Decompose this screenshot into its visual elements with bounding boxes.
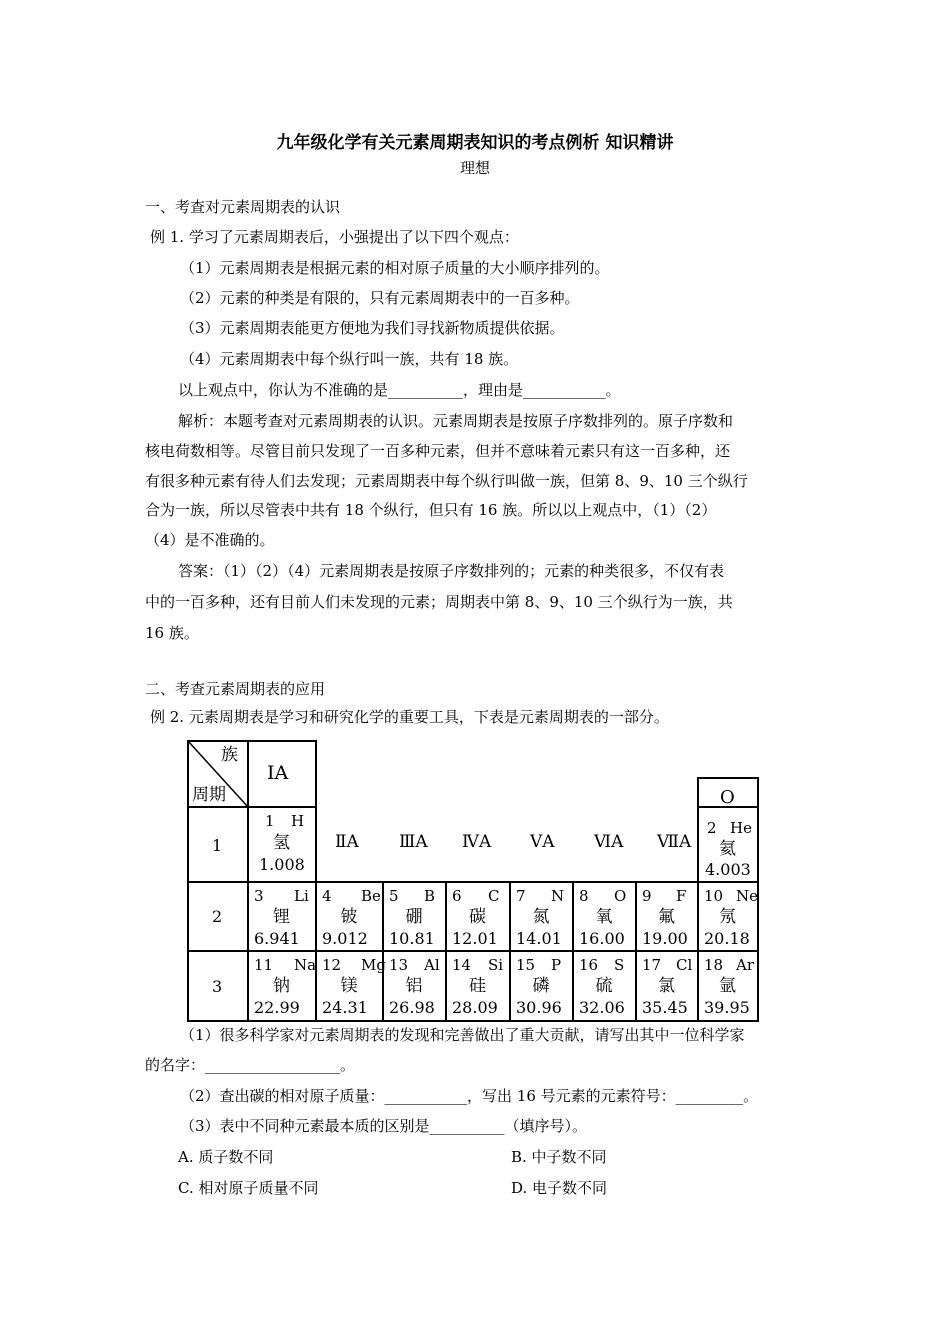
option-C: C. 相对原子质量不同: [178, 1179, 319, 1197]
element-cell-Be: [322, 887, 381, 948]
element-cell-S: [579, 956, 625, 1017]
element-mass: 19.00: [642, 929, 688, 948]
element-mass: 10.81: [389, 929, 435, 948]
element-cell-Na: [254, 956, 316, 1017]
element-name: 镁: [340, 976, 358, 996]
element-cell-H: [259, 812, 305, 874]
analysis-line-2: 核电荷数相等。尽管目前只发现了一百多种元素，但并不意味着元素只有这一百多种，还: [145, 442, 731, 460]
element-name: 硼: [405, 907, 423, 927]
element-number: 16: [579, 956, 599, 974]
element-number: 17: [642, 956, 662, 974]
element-symbol: Li: [294, 887, 309, 905]
element-number: 3: [254, 887, 264, 905]
analysis-line-4: 合为一族，所以尽管表中共有 18 个纵行，但只有 16 族。所以以上观点中，（1）（2）: [145, 501, 717, 519]
period-1-label: 1: [212, 836, 223, 855]
answer-line-2: 中的一百多种，还有目前人们未发现的元素；周期表中第 8、9、10 三个纵行为一族，共: [145, 593, 733, 611]
group-VA-label: ⅤA: [530, 832, 555, 852]
point-2: （2）元素的种类是有限的，只有元素周期表中的一百多种。: [180, 289, 580, 307]
element-name: 锂: [273, 907, 290, 927]
group-VIIA-label: ⅦA: [657, 832, 692, 852]
element-mass: 22.99: [254, 998, 300, 1017]
element-mass: 12.01: [452, 929, 498, 948]
element-symbol: Na: [294, 956, 317, 974]
group-VIA-label: ⅥA: [594, 832, 624, 852]
question2-part1-line2: 的名字：__________________。: [145, 1056, 356, 1074]
element-mass: 20.18: [704, 929, 750, 948]
element-number: 15: [516, 956, 536, 974]
question2-part1-line1: （1）很多科学家对元素周期表的发现和完善做出了重大贡献，请写出其中一位科学家: [180, 1026, 745, 1044]
corner-group-label: 族: [221, 745, 238, 765]
element-cell-Ne: [704, 887, 758, 948]
element-symbol: B: [424, 887, 436, 905]
element-mass: 28.09: [452, 998, 498, 1017]
element-symbol: N: [551, 887, 565, 905]
element-mass: 39.95: [704, 998, 750, 1017]
group-IVA-label: ⅣA: [462, 832, 492, 852]
point-4: （4）元素周期表中每个纵行叫一族，共有 18 族。: [180, 350, 519, 368]
element-cell-B: [389, 887, 435, 948]
element-mass: 9.012: [322, 929, 368, 948]
element-cell-Mg: [322, 956, 386, 1017]
element-cell-Al: [389, 956, 440, 1017]
group-IA-label: ⅠA: [267, 762, 289, 784]
element-cell-N: [516, 887, 564, 948]
element-mass: 35.45: [642, 998, 688, 1017]
element-mass: 4.003: [705, 860, 751, 879]
element-number: 2: [707, 819, 717, 837]
element-mass: 30.96: [516, 998, 562, 1017]
element-number: 11: [254, 956, 274, 974]
analysis-line-1: 解析：本题考查对元素周期表的认识。元素周期表是按原子序数排列的。原子序数和: [178, 412, 734, 430]
element-mass: 32.06: [579, 998, 625, 1017]
element-number: 10: [704, 887, 724, 905]
option-A: A. 质子数不同: [178, 1148, 274, 1166]
element-name: 氖: [719, 907, 736, 927]
corner-period-label: 周期: [192, 785, 226, 805]
element-mass: 24.31: [322, 998, 368, 1017]
element-symbol: S: [614, 956, 625, 974]
element-symbol: He: [730, 819, 752, 837]
element-name: 铍: [340, 907, 358, 927]
element-number: 7: [516, 887, 526, 905]
element-symbol: F: [676, 887, 687, 905]
element-symbol: Be: [361, 887, 381, 905]
element-number: 8: [579, 887, 589, 905]
answer-line-1: 答案：（1）（2）（4）元素周期表是按原子序数排列的；元素的种类很多，不仅有表: [178, 562, 725, 580]
element-mass: 1.008: [259, 855, 305, 874]
doc-title: 九年级化学有关元素周期表知识的考点例析 知识精讲: [276, 133, 674, 153]
element-mass: 14.01: [516, 929, 562, 948]
analysis-line-5: （4）是不准确的。: [145, 531, 275, 549]
element-name: 铝: [405, 976, 423, 996]
element-symbol: Cl: [676, 956, 693, 974]
element-name: 钠: [273, 976, 290, 996]
element-number: 5: [389, 887, 399, 905]
element-number: 1: [265, 812, 275, 830]
element-name: 硅: [469, 976, 486, 996]
element-name: 碳: [469, 907, 486, 927]
element-number: 4: [322, 887, 332, 905]
element-cell-Si: [452, 956, 503, 1017]
element-cell-O: [579, 887, 626, 948]
example1-intro: 例 1. 学习了元素周期表后，小强提出了以下四个观点：: [150, 228, 519, 246]
analysis-line-3: 有很多种元素有待人们去发现；元素周期表中每个纵行叫做一族，但第 8、9、10 三个纵行: [145, 472, 748, 490]
element-symbol: C: [488, 887, 500, 905]
element-name: 氯: [658, 976, 675, 996]
element-name: 氟: [658, 907, 675, 927]
group-IIA-label: ⅡA: [335, 832, 359, 852]
group-IIIA-label: ⅢA: [399, 832, 428, 852]
element-symbol: Mg: [361, 956, 386, 974]
element-number: 12: [322, 956, 342, 974]
element-cell-F: [642, 887, 688, 948]
element-number: 18: [704, 956, 724, 974]
element-cell-He: [705, 819, 752, 879]
section2-heading: 二、考查元素周期表的应用: [145, 680, 326, 698]
element-number: 13: [389, 956, 409, 974]
element-name: 氩: [719, 976, 736, 996]
option-B: B. 中子数不同: [511, 1148, 607, 1166]
question2-part3: （3）表中不同种元素最本质的区别是__________（填序号）。: [180, 1117, 588, 1135]
point-1: （1）元素周期表是根据元素的相对原子质量的大小顺序排列的。: [180, 259, 610, 277]
element-cell-C: [452, 887, 499, 948]
element-symbol: P: [551, 956, 562, 974]
example2-intro: 例 2. 元素周期表是学习和研究化学的重要工具，下表是元素周期表的一部分。: [150, 708, 669, 726]
element-symbol: Al: [424, 956, 440, 974]
period-2-label: 2: [212, 907, 223, 926]
element-cell-Li: [254, 887, 309, 948]
element-number: 14: [452, 956, 472, 974]
period-3-label: 3: [212, 977, 223, 996]
element-symbol: Ar: [736, 956, 755, 974]
doc-author: 理想: [459, 159, 490, 177]
element-name: 磷: [532, 976, 550, 996]
element-name: 硫: [595, 976, 613, 996]
element-mass: 6.941: [254, 929, 300, 948]
element-symbol: O: [614, 887, 627, 905]
element-cell-P: [516, 956, 562, 1017]
group-0-label: O: [720, 787, 735, 808]
element-symbol: Si: [488, 956, 504, 974]
element-name: 氢: [273, 833, 290, 853]
question1: 以上观点中，你认为不准确的是__________，理由是___________。: [178, 381, 621, 399]
element-mass: 16.00: [579, 929, 625, 948]
periodic-table-figure: [187, 740, 759, 1022]
element-mass: 26.98: [389, 998, 435, 1017]
element-number: 6: [452, 887, 462, 905]
element-name: 氧: [595, 907, 613, 927]
element-symbol: Ne: [736, 887, 759, 905]
point-3: （3）元素周期表能更方便地为我们寻找新物质提供依据。: [180, 319, 565, 337]
section1-heading: 一、考查对元素周期表的认识: [145, 198, 341, 216]
answer-line-3: 16 族。: [145, 624, 199, 642]
element-name: 氮: [532, 907, 550, 927]
element-cell-Cl: [642, 956, 692, 1017]
element-symbol: H: [291, 812, 305, 830]
element-number: 9: [642, 887, 652, 905]
element-cell-Ar: [704, 956, 755, 1017]
option-D: D. 电子数不同: [511, 1179, 608, 1197]
element-name: 氦: [719, 839, 736, 859]
question2-part2: （2）查出碳的相对原子质量：___________，写出 16 号元素的元素符号：_________。: [180, 1087, 759, 1105]
